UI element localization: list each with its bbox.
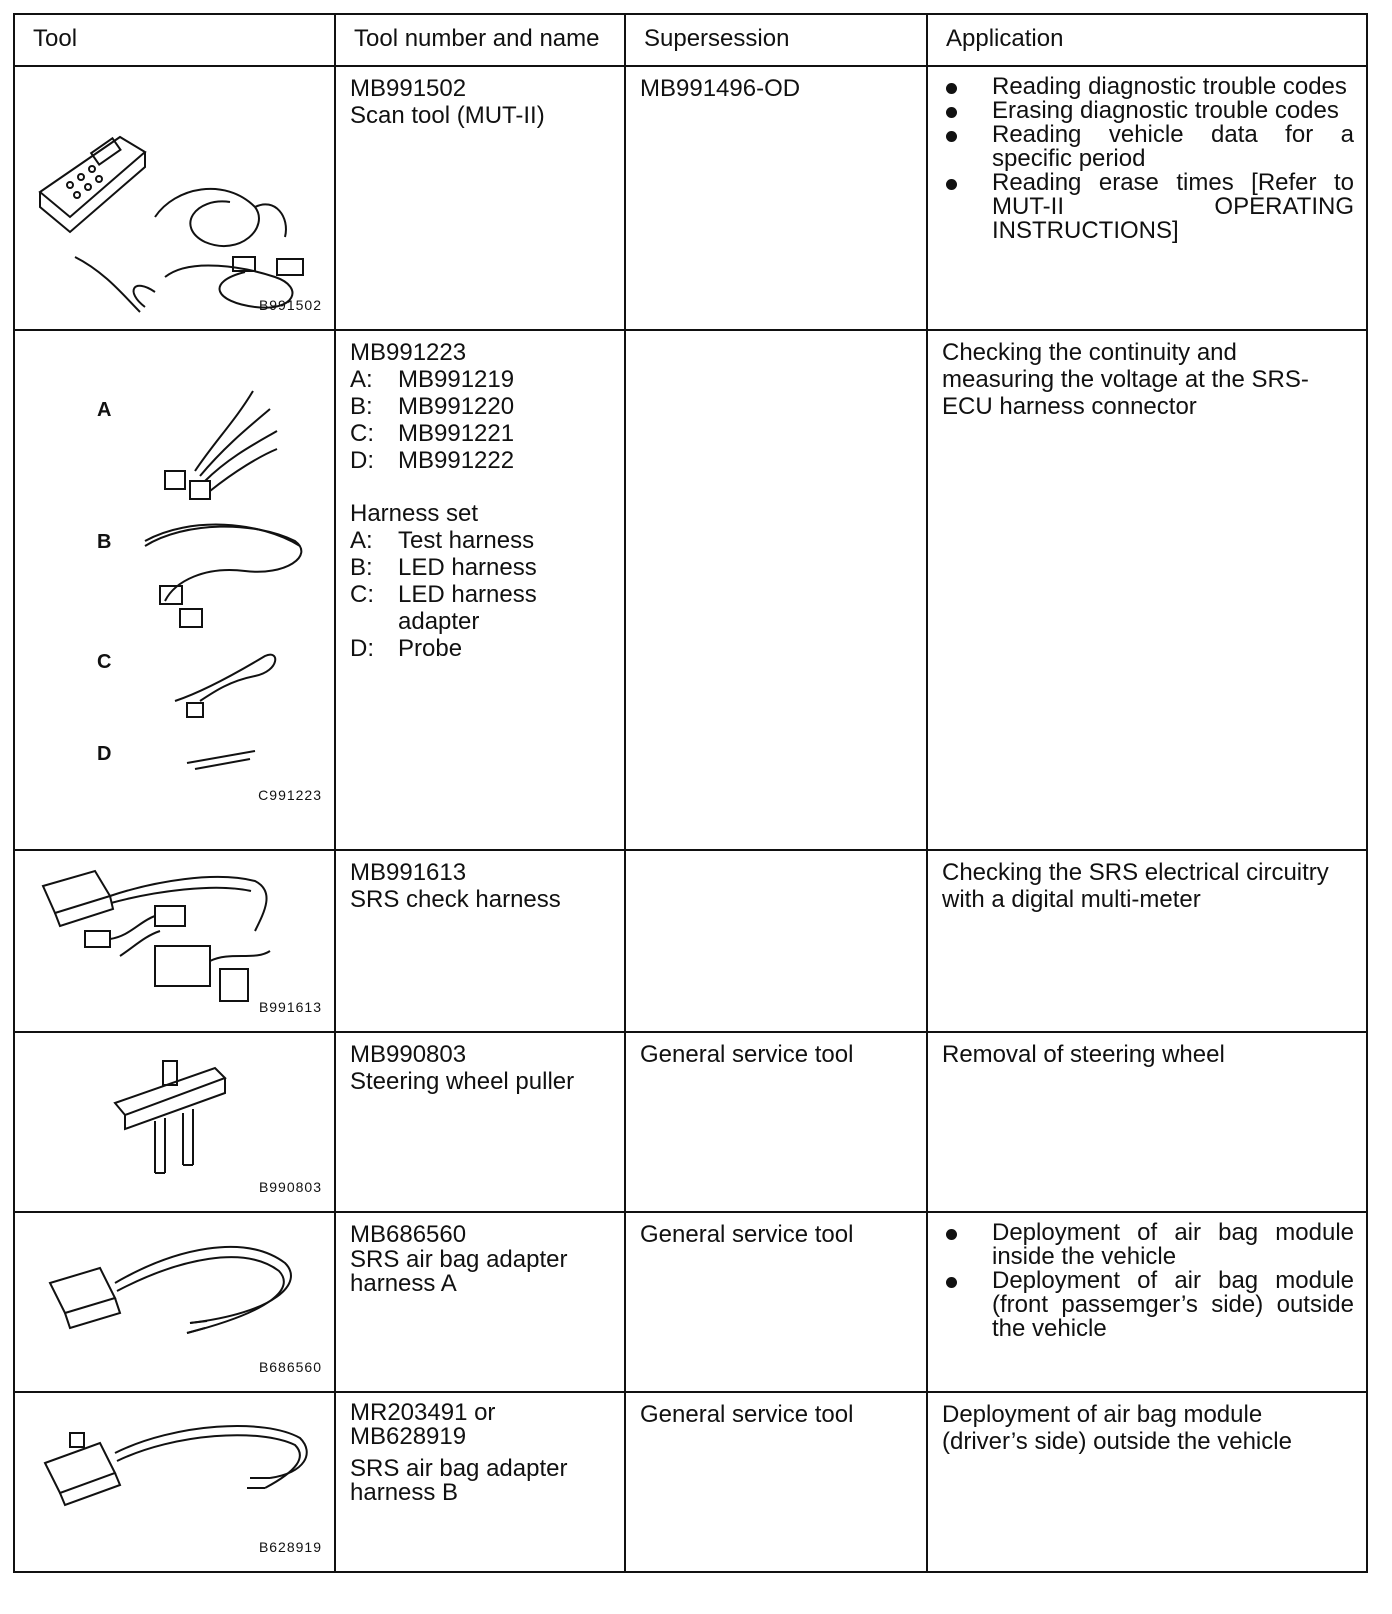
scan-tool-illustration [15, 67, 334, 329]
table-row [14, 1392, 1367, 1572]
part-key: A: [350, 366, 373, 393]
set-item: Test harness [398, 527, 535, 554]
tool-name: Steering wheel puller [350, 1068, 575, 1095]
image-code: B991502 [258, 297, 322, 313]
special-tools-table [13, 13, 1368, 1573]
part-key: D: [350, 447, 374, 474]
tool-number-cell [335, 66, 625, 330]
set-item: Probe [398, 635, 463, 662]
application-cell [927, 1212, 1367, 1392]
application-item: Deployment of air bag module inside the vehicle [942, 1221, 1354, 1269]
tool-image-cell [14, 1032, 335, 1212]
header-application: Application [927, 14, 1367, 66]
tool-image-cell [14, 1212, 335, 1392]
application-cell [927, 66, 1367, 330]
part-key: C: [350, 420, 374, 447]
tool-number-cell [335, 850, 625, 1032]
set-list [350, 527, 612, 662]
header-tool-number: Tool number and name [335, 14, 625, 66]
part-number: MB991220 [398, 393, 515, 420]
tool-image-cell [14, 1392, 335, 1572]
tool-name: SRS air bag adapter harness A [350, 1246, 568, 1297]
tool-number-cell [335, 330, 625, 850]
tool-number: MR203491 or [350, 1399, 496, 1426]
tool-number: MB991223 [350, 339, 467, 366]
supersession-cell [625, 330, 927, 850]
harness-set-illustration [15, 331, 334, 849]
part-number: MB991222 [398, 447, 515, 474]
supersession-cell: General service tool [625, 1212, 927, 1392]
table-row [14, 1212, 1367, 1392]
header-tool: Tool [14, 14, 335, 66]
part-key: B: [350, 393, 373, 420]
part-letter-a: A [97, 399, 112, 421]
tool-number-cell [335, 1212, 625, 1392]
set-key: D: [350, 635, 374, 662]
application-item: Deployment of air bag module (front passemger’s side) outside the vehicle [942, 1269, 1354, 1341]
part-list [350, 366, 612, 474]
image-code: B686560 [258, 1359, 322, 1375]
set-key: C: [350, 581, 374, 608]
tool-number: MB990803 [350, 1041, 467, 1068]
tool-number-cell [335, 1392, 625, 1572]
tool-number-cell [335, 1032, 625, 1212]
tool-name: SRS check harness [350, 886, 561, 913]
tool-name: Scan tool (MUT-II) [350, 102, 545, 129]
tool-number: MB991613 [350, 859, 467, 886]
application-cell: Checking the SRS electrical circuitry with a digital multi-meter [927, 850, 1367, 1032]
table-row [14, 850, 1367, 1032]
application-cell: Removal of steering wheel [927, 1032, 1367, 1212]
image-code: C991223 [258, 787, 322, 803]
application-item: Erasing diagnostic trouble codes [942, 99, 1354, 123]
part-letter-b: B [97, 531, 112, 553]
supersession-cell: General service tool [625, 1032, 927, 1212]
application-cell: Checking the continuity and measuring the voltage at the SRS-ECU harness connector [927, 330, 1367, 850]
supersession-cell: General service tool [625, 1392, 927, 1572]
supersession-cell: MB991496-OD [625, 66, 927, 330]
tool-number: MB686560 [350, 1221, 467, 1248]
set-item: LED harness adapter [398, 581, 537, 635]
tool-image-cell [14, 66, 335, 330]
set-item: LED harness [398, 554, 537, 581]
set-key: A: [350, 527, 373, 554]
part-number: MB991221 [398, 420, 515, 447]
part-number: MB991219 [398, 366, 515, 393]
tool-number: MB991502 [350, 75, 467, 102]
tool-image-cell [14, 330, 335, 850]
part-letter-d: D [97, 743, 112, 765]
application-item: Reading diagnostic trouble codes [942, 75, 1354, 99]
table-row [14, 1032, 1367, 1212]
image-code: B991613 [258, 999, 322, 1015]
image-code: B990803 [258, 1179, 322, 1195]
table-header-row [14, 14, 1367, 66]
header-supersession: Supersession [625, 14, 927, 66]
part-letter-c: C [97, 651, 112, 673]
tool-image-cell [14, 850, 335, 1032]
application-item: Reading vehicle data for a specific period [942, 123, 1354, 171]
application-item: Reading erase times [Refer to MUT-II OPERATING INSTRUCTIONS] [942, 171, 1354, 243]
tool-name: SRS air bag adapter harness B [350, 1455, 568, 1506]
set-title: Harness set [350, 500, 479, 527]
supersession-cell [625, 850, 927, 1032]
table-row [14, 330, 1367, 850]
set-key: B: [350, 554, 373, 581]
image-code: B628919 [258, 1539, 322, 1555]
application-cell: Deployment of air bag module (driver’s side) outside the vehicle [927, 1392, 1367, 1572]
tool-number-alt: MB628919 [350, 1423, 467, 1450]
table-row [14, 66, 1367, 330]
